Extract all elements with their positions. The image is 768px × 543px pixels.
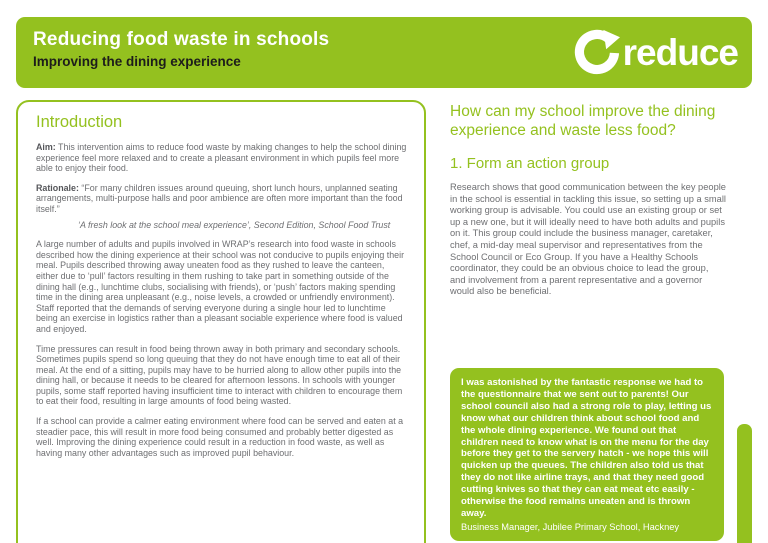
edge-tab-decoration (737, 424, 752, 543)
header-banner (16, 17, 752, 88)
reduce-logo (572, 27, 738, 79)
aim-label: Aim: (36, 142, 56, 152)
logo-wordmark: reduce (622, 32, 738, 73)
calmer-environment-paragraph: If a school can provide a calmer eating environment where food can be served and eaten at a steadier pace, this will result in more food being consumed and probably better digested as well. Improving the dining experience could result in a reduction in food waste, as well as having many other advantages such as improved pupil behaviour. (36, 416, 404, 458)
introduction-heading: Introduction (36, 113, 123, 131)
document-subtitle: Improving the dining experience (33, 54, 241, 69)
quote-text: I was astonished by the fantastic response we had to the questionnaire that we sent out to parents! Our school council also had a strong role to play, letting us know what our children think about school food and the whole dining experience. We found out that children need to know what is on the menu for the day before they get to the servery hatch - we hope this will quicken up the queues. The children also told us that they do not like airline trays, and that they need good cutting knives so that they can eat meat etc easily - otherwise the food remains uneaten and is thrown away. (461, 377, 712, 519)
step-1-heading: 1. Form an action group (450, 155, 610, 172)
aim-paragraph (36, 142, 407, 174)
testimonial-quote-box (450, 368, 724, 541)
rationale-source: ‘A fresh look at the school meal experience’, Second Edition, School Food Trust (78, 219, 391, 230)
rationale-text: “For many children issues around queuing, short lunch hours, unplanned seating arrangements, multi-purpose halls and poor ambience are often more important than the food itself.” (36, 182, 403, 214)
rationale-paragraph (36, 183, 407, 215)
recycle-arrow-icon (572, 29, 620, 77)
rationale-label: Rationale: (36, 182, 79, 193)
document-title: Reducing food waste in schools (33, 29, 330, 50)
header-titles (33, 29, 329, 69)
research-paragraph: A large number of adults and pupils involved in WRAP’s research into food waste in schools described how the dining experience at their school was not conducive to pupils enjoying their meal. Pupils described throwing away uneaten food as they rushed to leave the canteen, either due to ‘pull’ factors resulting in them rushing to take part in something outside of the dining hall (e.g., lunchtime clubs, socialising with friends), or ‘push’ factors making spending time in the dining area unpleasant (e.g., noise levels, a crowded or unfriendly environment). Staff reported that the demands of serving everyone during a single hour led to lunchtime being an exercise in logistics rather than a pleasant sociable experience where food is valued and enjoyed. (36, 239, 405, 334)
introduction-panel (16, 100, 426, 543)
section-heading: How can my school improve the dining experience and waste less food? (450, 103, 716, 139)
action-group-paragraph: Research shows that good communication between the key people in the school is essential in tackling this issue, so setting up a small working group is advisable. You could use an existing group or set up a new one, but it will ideally need to have both adults and pupils on it. This group could include the business manager, caretaker, chef, a mid-day meal supervisor and representatives from the School Council or Eco Group. If you have a Healthy Schools coordinator, they could be an obvious choice to lead the group, and involvement from a parent representative and a governor would also be beneficial. (450, 182, 726, 297)
aim-text: This intervention aims to reduce food waste by making changes to help the school dining experience feel more relaxed and to create a pleasant environment in which pupils feel more able to enjoy their food. (36, 142, 407, 174)
improvement-section (450, 103, 726, 298)
time-pressures-paragraph: Time pressures can result in food being thrown away in both primary and secondary schools. Sometimes pupils spend so long queuing that they do not have enough time to eat all of their meal. At the end of a sitting, pupils may have to be hurried along to allow other pupils into the dining hall, or because it needs to be cleared for afternoon lessons. In schools with younger pupils, some staff reported having insufficient time to interact with children to encourage them to eat their food, resulting in large amounts of food being wasted. (36, 343, 403, 407)
quote-attribution: Business Manager, Jubilee Primary School, Hackney (461, 521, 680, 532)
